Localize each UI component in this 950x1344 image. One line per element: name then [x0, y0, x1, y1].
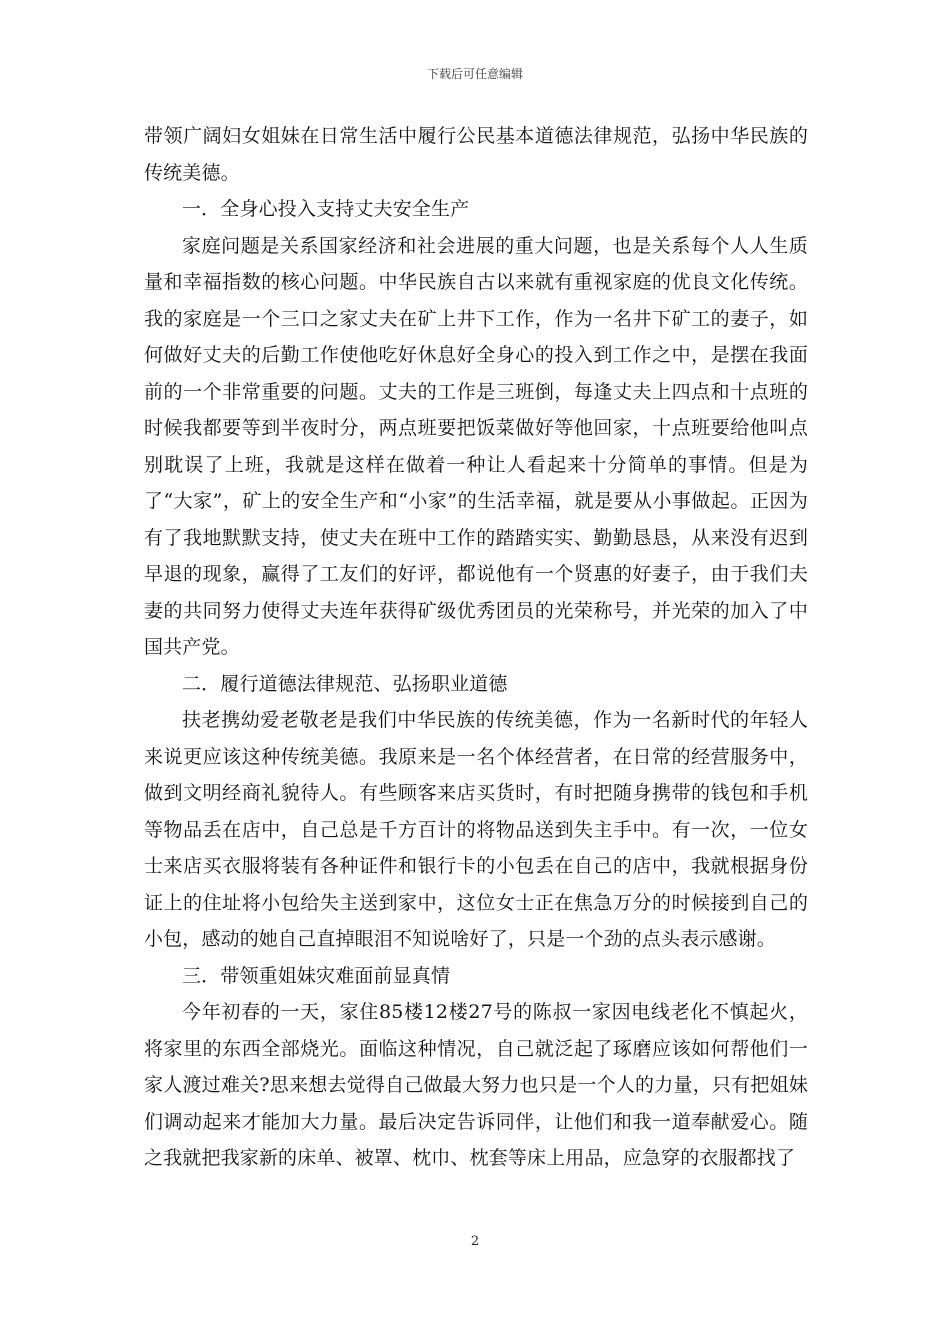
paragraph-section-2: 扶老携幼爱老敬老是我们中华民族的传统美德，作为一名新时代的年轻人来说更应该这种传统美德。我原来是一名个体经营者，在日常的经营服务中，做到文明经商礼貌待人。有些顾客来店买货时，有时把随身携带的钱包和手机等物品丢在店中，自己总是千方百计的将物品送到失主手中。有一次，一位女士来店买衣服将装有各种证件和银行卡的小包丢在自己的店中，我就根据身份证上的住址将小包给失主送到家中，这位女士正在焦急万分的时候接到自己的小包，感动的她自己直掉眼泪不知说啥好了，只是一个劲的点头表示感谢。 — [144, 709, 808, 950]
section-heading-2: 二．履行道德法律规范、弘扬职业道德 — [182, 672, 508, 695]
paragraph-section-1: 家庭问题是关系国家经济和社会进展的重大问题，也是关系每个人人生质量和幸福指数的核心问题。中华民族自古以来就有重视家庭的优良文化传统。我的家庭是一个三口之家丈夫在矿上井下工作，作为一名井下矿工的妻子，如何做好丈夫的后勤工作使他吃好休息好全身心的投入到工作之中，是摆在我面前的一个非常重要的问题。丈夫的工作是三班倒，每逢丈夫上四点和十点班的时候我都要等到半夜时分，两点班要把饭菜做好等他回家，十点班要给他叫点别耽误了上班，我就是这样在做着一种让人看起来十分简单的事情。但是为了“大家”，矿上的安全生产和“小家”的生活幸福，就是要从小事做起。正因为有了我地默默支持，使丈夫在班中工作的踏踏实实、勤勤恳恳，从来没有迟到早退的现象，赢得了工友们的好评，都说他有一个贤惠的好妻子，由于我们夫妻的共同努力使得丈夫连年获得矿级优秀团员的光荣称号，并光荣的加入了中国共产党。 — [144, 234, 808, 658]
paragraph-intro: 带领广阔妇女姐妹在日常生活中履行公民基本道德法律规范，弘扬中华民族的传统美德。 — [144, 125, 808, 184]
section-heading-3: 三．带领重姐妹灾难面前显真情 — [182, 964, 451, 987]
section-heading-1: 一．全身心投入支持丈夫安全生产 — [182, 198, 470, 220]
paragraph-section-3: 今年初春的一天，家住85楼12楼27号的陈叔一家因电线老化不慎起火，将家里的东西全部烧光。面临这种情况，自己就泛起了琢磨应该如何帮他们一家人渡过难关?思来想去觉得自己做最大努力也只是一个人的力量，只有把姐妹们调动起来才能加大力量。最后决定告诉同伴，让他们和我一道奉献爱心。随之我就把我家新的床单、被罩、枕巾、枕套等床上用品，应急穿的衣服都找了 — [144, 1001, 808, 1169]
document-body — [144, 118, 808, 1177]
page-number: 2 — [470, 1234, 480, 1249]
page-header: 下载后可任意编辑 — [426, 67, 523, 81]
